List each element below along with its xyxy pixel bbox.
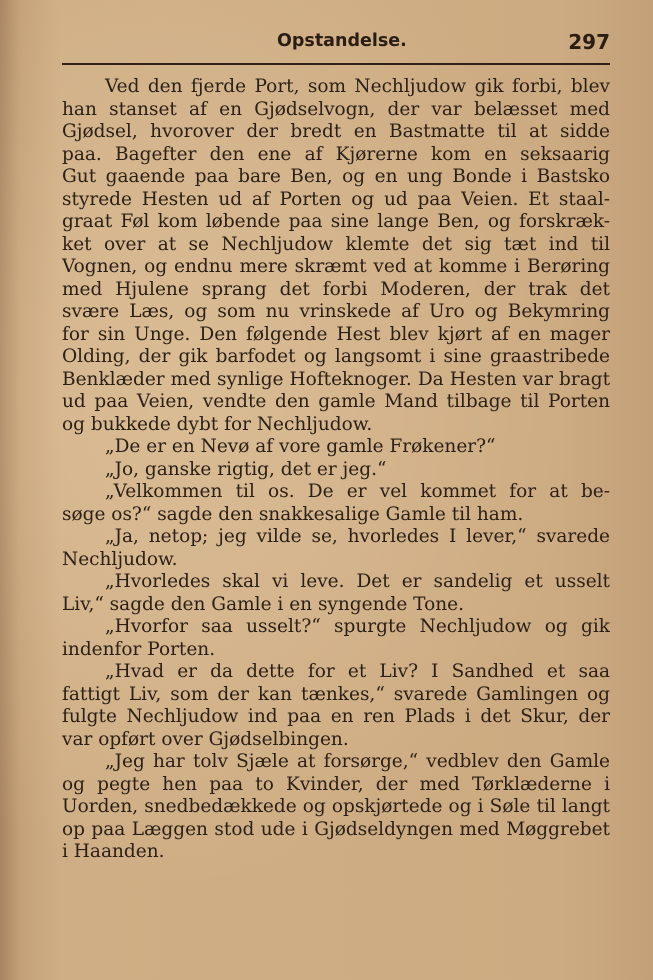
text-line: „Velkommen til os. De er vel kommet for at be-: [105, 481, 610, 502]
text-line: svære Læs, og som nu vrinskede af Uro og Bekymring: [62, 301, 610, 322]
text-line: op paa Læggen stod ude i Gjødseldyngen med Møggrebet: [62, 818, 610, 840]
text-line: Gut gaaende paa bare Ben, og en ung Bonde i Bastsko: [62, 166, 610, 187]
text-line: indenfor Porten.: [62, 638, 216, 660]
text-line: Liv,“ sagde den Gamle i en syngende Tone.: [62, 593, 464, 615]
text-line: for sin Unge. Den følgende Hest blev kjørt af en mager: [62, 323, 610, 345]
text-line: han stanset af en Gjødselvogn, der var belæsset med: [62, 98, 610, 120]
text-line: ket over at se Nechljudow klemte det sig tæt ind til: [62, 233, 610, 255]
text-line: i Haanden.: [62, 841, 165, 862]
text-line: „Hvorfor saa usselt?“ spurgte Nechljudow og gik: [105, 616, 610, 637]
text-line: og bukkede dybt for Nechljudow.: [62, 413, 373, 435]
text-line: Vognen, og endnu mere skræmt ved at komme i Berøring: [62, 256, 610, 277]
text-line: „Jeg har tolv Sjæle at forsørge,“ vedblev den Gamle: [105, 751, 610, 772]
text-line: var opført over Gjødselbingen.: [62, 728, 349, 750]
running-title: Opstandelse.: [277, 31, 407, 51]
text-line: „Hvad er da dette for et Liv? I Sandhed et saa: [105, 661, 610, 682]
text-line: fattigt Liv, som der kan tænkes,“ svarede Gamlingen og: [62, 683, 610, 705]
page-header: [62, 28, 610, 58]
text-line: „Jo, ganske rigtig, det er jeg.“: [105, 458, 387, 480]
text-line: ud paa Veien, vendte den gamle Mand tilbage til Porten: [62, 391, 610, 412]
text-line: styrede Hesten ud af Porten og ud paa Veien. Et staal-: [62, 188, 610, 210]
text-line: Nechljudow.: [62, 548, 178, 570]
text-line: graat Føl kom løbende paa sine lange Ben, og forskræk-: [62, 211, 610, 232]
header-rule: [62, 63, 610, 65]
text-line: „Ja, netop; jeg vilde se, hvorledes I lever,“ svarede: [105, 526, 610, 547]
text-line: Uorden, snedbedækkede og opskjørtede og i Søle til langt: [62, 796, 610, 817]
text-line: med Hjulene sprang det forbi Moderen, der trak det: [62, 278, 610, 300]
text-line: Gjødsel, hvorover der bredt en Bastmatte til at sidde: [62, 121, 610, 142]
text-line: Benklæder med synlige Hofteknoger. Da Hesten var bragt: [62, 368, 610, 390]
text-line: fulgte Nechljudow ind paa en ren Plads i det Skur, der: [62, 706, 610, 727]
text-line: „Hvorledes skal vi leve. Det er sandelig et usselt: [105, 571, 610, 592]
page-number: 297: [568, 30, 610, 54]
text-line: paa. Bagefter den ene af Kjørerne kom en seksaarig: [62, 143, 610, 165]
body-text: [62, 76, 610, 864]
text-line: og pegte hen paa to Kvinder, der med Tørklæderne i: [62, 773, 610, 795]
text-line: Ved den fjerde Port, som Nechljudow gik forbi, blev: [105, 76, 610, 97]
text-line: søge os?“ sagde den snakkesalige Gamle til ham.: [62, 503, 524, 525]
text-line: Olding, der gik barfodet og langsomt i sine graastribede: [62, 346, 610, 367]
text-line: „De er en Nevø af vore gamle Frøkener?“: [105, 436, 496, 457]
